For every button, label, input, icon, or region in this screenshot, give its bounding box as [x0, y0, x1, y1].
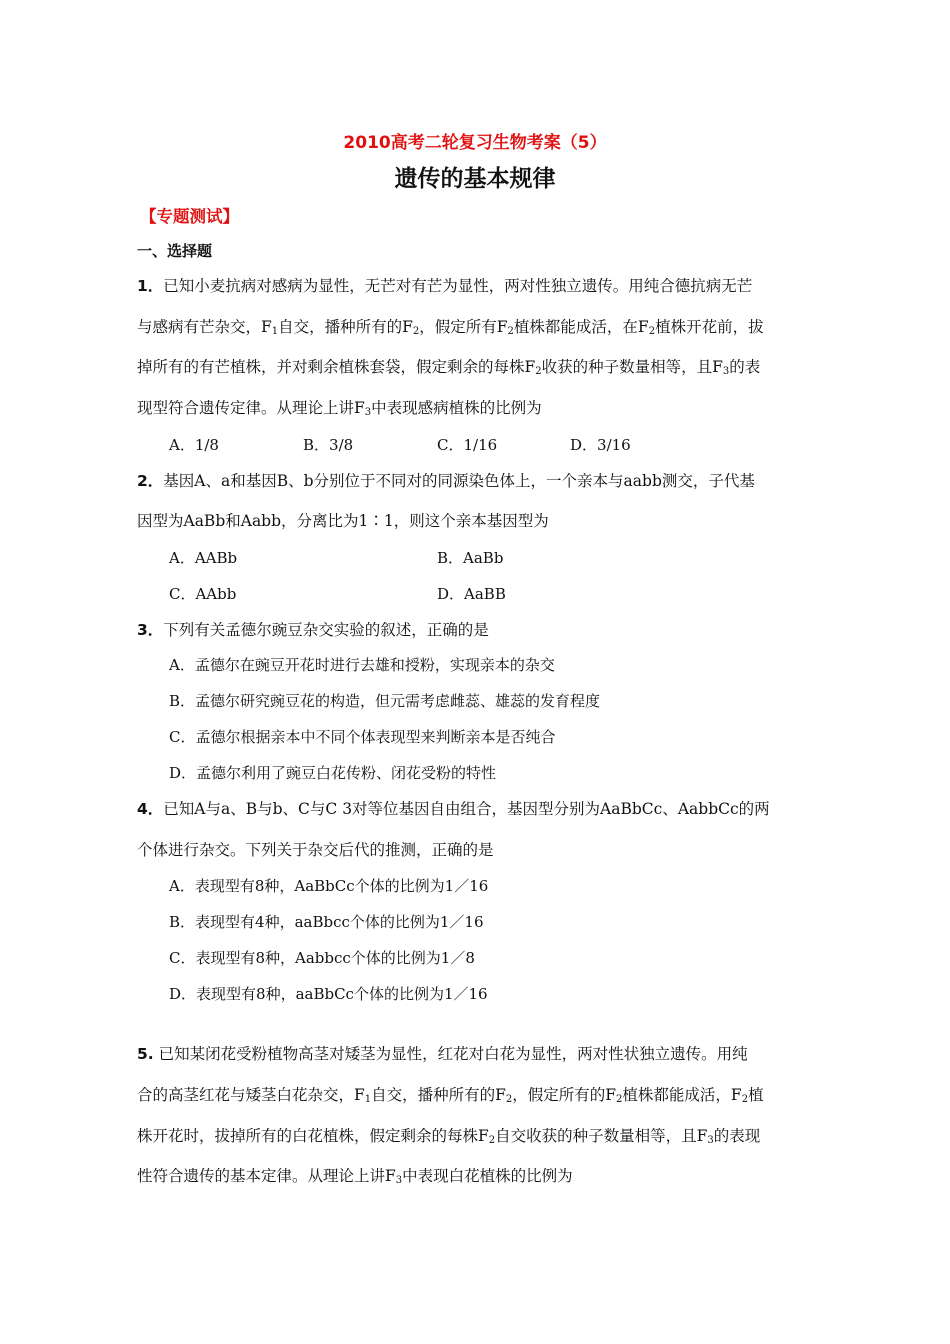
option-d: D．孟德尔利用了豌豆白花传粉、闭花受粉的特性: [169, 764, 497, 782]
option-b: B．表现型有4种，aaBbcc个体的比例为1／16: [169, 913, 484, 931]
question-line: 4．已知A与a、B与b、C与C 3对等位基因自由组合，基因型分别为AaBbCc、AabbCc的两: [137, 800, 770, 818]
question-number: 3．: [137, 621, 164, 639]
question-line: 2．基因A、a和基因B、b分别位于不同对的同源染色体上，一个亲本与aabb测交，子代基: [137, 472, 755, 490]
question-line: 5. 已知某闭花受粉植物高茎对矮茎为显性，红花对白花为显性，两对性状独立遗传。用纯: [137, 1045, 748, 1063]
option-b: B．3/8: [303, 436, 354, 454]
question-line: 因型为AaBb和Aabb，分离比为1∶1，则这个亲本基因型为: [137, 512, 549, 530]
option-d: D．3/16: [570, 436, 631, 454]
section-heading: 【专题测试】: [140, 207, 239, 226]
question-line: 株开花时，拔掉所有的白花植株，假定剩余的每株$F_2$自交收获的种子数量相等，且$F_3$的表现: [137, 1127, 761, 1146]
option-d: D．表现型有8种，aaBbCc个体的比例为1／16: [169, 985, 488, 1003]
option-a: A．1/8: [169, 436, 219, 454]
option-c: C．AAbb: [169, 585, 237, 603]
question-line: 性符合遗传的基本定律。从理论上讲$F_3$中表现白花植株的比例为: [137, 1167, 573, 1186]
question-line: 现型符合遗传定律。从理论上讲$F_3$中表现感病植株的比例为: [137, 399, 542, 418]
question-number: 1．: [137, 277, 164, 295]
option-c: C．表现型有8种，Aabbcc个体的比例为1／8: [169, 949, 475, 967]
document-subtitle: 遗传的基本规律: [394, 166, 556, 192]
question-line: 合的高茎红花与矮茎白花杂交，$F_1$自交，播种所有的$F_2$，假定所有的$F_2$植株都能成活，$F_2$植: [137, 1086, 764, 1105]
question-line: 1．已知小麦抗病对感病为显性，无芒对有芒为显性，两对性独立遗传。用纯合德抗病无芒: [137, 277, 753, 295]
document-title: 2010高考二轮复习生物考案（5）: [343, 133, 607, 153]
option-c: C．孟德尔根据亲本中不同个体表现型来判断亲本是否纯合: [169, 728, 556, 746]
option-c: C．1/16: [437, 436, 498, 454]
question-number: 5.: [137, 1045, 154, 1063]
question-line: 与感病有芒杂交，$F_1$自交，播种所有的$F_2$，假定所有$F_2$植株都能成活，在$F_2$植株开花前，拔: [137, 318, 764, 337]
option-a: A．孟德尔在豌豆开花时进行去雄和授粉，实现亲本的杂交: [169, 656, 555, 674]
question-number: 4．: [137, 800, 164, 818]
question-line: 3．下列有关孟德尔豌豆杂交实验的叙述，正确的是: [137, 621, 489, 639]
option-a: A．AABb: [169, 549, 238, 567]
question-line: 掉所有的有芒植株，并对剩余植株套袋，假定剩余的每株$F_2$收获的种子数量相等，且$F_3$的表: [137, 358, 761, 377]
option-b: B．AaBb: [437, 549, 504, 567]
question-number: 2．: [137, 472, 164, 490]
option-b: B．孟德尔研究豌豆花的构造，但元需考虑雌蕊、雄蕊的发育程度: [169, 692, 601, 710]
question-line: 个体进行杂交。下列关于杂交后代的推测，正确的是: [137, 841, 494, 859]
option-a: A．表现型有8种，AaBbCc个体的比例为1／16: [169, 877, 489, 895]
option-d: D．AaBB: [437, 585, 506, 603]
subsection-heading: 一、选择题: [137, 242, 213, 260]
